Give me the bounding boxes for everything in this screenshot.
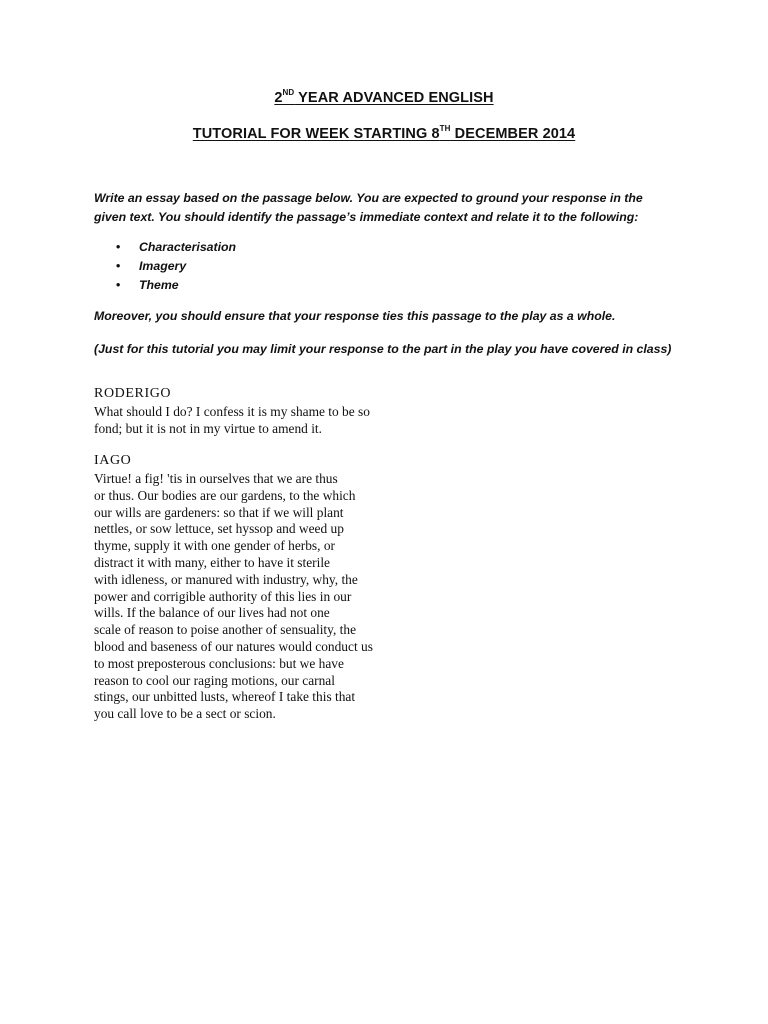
- speech-line: scale of reason to poise another of sensuality, the: [94, 622, 357, 638]
- course-title-superscript: ND: [282, 88, 295, 97]
- bullet-icon: •: [116, 240, 121, 254]
- speech-line: you call love to be a sect or scion.: [94, 706, 276, 722]
- instructions-line-1: Write an essay based on the passage below. You are expected to ground your response in the: [94, 191, 643, 205]
- tutorial-title: [0, 124, 768, 142]
- speech-line: reason to cool our raging motions, our carnal: [94, 672, 335, 688]
- course-title: [0, 88, 768, 106]
- tutorial-title-suffix: DECEMBER 2014: [450, 126, 576, 142]
- speech-line: distract it with many, either to have it sterile: [94, 554, 331, 570]
- bullet-icon: •: [116, 259, 121, 273]
- speech-block: [94, 471, 434, 723]
- speech-line: Virtue! a fig! 'tis in ourselves that we are thus: [94, 471, 338, 486]
- focus-list: [94, 238, 236, 295]
- instructions-line-2: given text. You should identify the passage’s immediate context and relate it to the following:: [94, 210, 639, 224]
- speech-line: stings, our unbitted lusts, whereof I take this that: [94, 689, 356, 705]
- speech-line: thyme, supply it with one gender of herbs, or: [94, 538, 335, 554]
- speech-line: What should I do? I confess it is my shame to be so: [94, 404, 370, 419]
- tutorial-title-prefix: TUTORIAL FOR WEEK STARTING 8: [192, 126, 440, 142]
- list-item-label: Imagery: [139, 259, 187, 273]
- list-item-label: Characterisation: [139, 240, 237, 254]
- speech-line: nettles, or sow lettuce, set hyssop and weed up: [94, 521, 344, 537]
- course-title-prefix: 2: [274, 90, 283, 106]
- list-item: [94, 257, 236, 276]
- list-item: [94, 276, 236, 295]
- speech-line: fond; but it is not in my virtue to amend it.: [94, 420, 322, 436]
- speaker-name: IAGO: [94, 453, 132, 468]
- whole-play-note: Moreover, you should ensure that your response ties this passage to the play as a whole.: [94, 309, 616, 323]
- speech-line: blood and baseness of our natures would conduct us: [94, 638, 373, 654]
- list-item: [94, 238, 236, 257]
- essay-instructions: [94, 189, 684, 227]
- speech-line: to most preposterous conclusions: but we have: [94, 655, 344, 671]
- speech-line: wills. If the balance of our lives had not one: [94, 605, 330, 621]
- speech-block: [94, 404, 434, 438]
- tutorial-title-superscript: TH: [439, 124, 451, 133]
- bullet-icon: •: [116, 278, 121, 292]
- speech-line: power and corrigible authority of this lies in our: [94, 588, 352, 604]
- tutorial-scope-note: (Just for this tutorial you may limit your response to the part in the play you have covered in class): [94, 342, 672, 356]
- course-title-suffix: YEAR ADVANCED ENGLISH: [294, 90, 494, 106]
- speech-line: with idleness, or manured with industry, why, the: [94, 571, 358, 587]
- list-item-label: Theme: [139, 278, 179, 292]
- speech-line: or thus. Our bodies are our gardens, to the which: [94, 487, 356, 503]
- speech-line: our wills are gardeners: so that if we will plant: [94, 504, 344, 520]
- speaker-name: RODERIGO: [94, 386, 172, 401]
